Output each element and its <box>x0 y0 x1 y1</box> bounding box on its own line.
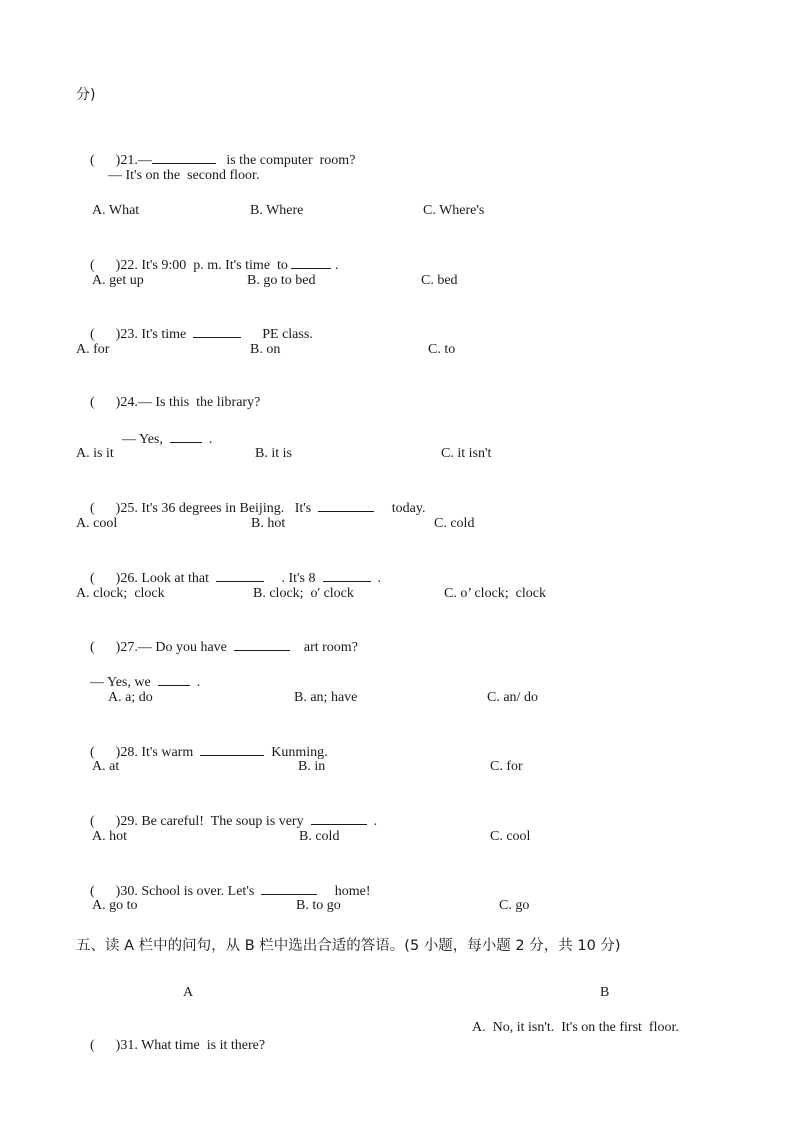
option-b: B. to go <box>296 898 341 913</box>
option-b: B. an; have <box>294 690 358 705</box>
question-end: . <box>370 571 382 586</box>
reply-text: — Yes, <box>122 432 170 447</box>
option-a: A. clock; clock <box>76 586 165 601</box>
option-a: A. get up <box>92 273 144 288</box>
reply-text: — Yes, we <box>90 675 158 690</box>
option-a: A. a; do <box>108 690 153 705</box>
option-c: C. cold <box>434 516 475 531</box>
option-b: B. on <box>250 342 281 357</box>
question-text: It's warm <box>137 745 201 760</box>
answer-blank[interactable] <box>200 742 264 756</box>
question-end: PE class. <box>241 327 313 342</box>
question-text: — Is this the library? <box>137 395 261 410</box>
answer-blank[interactable] <box>152 150 216 164</box>
question-number: ( )21. <box>90 153 138 168</box>
question-end: home! <box>317 884 371 899</box>
dash: — <box>137 153 152 168</box>
reply-end: . <box>201 432 213 447</box>
question-number: ( )27. <box>90 640 138 655</box>
option-a: A. hot <box>92 829 127 844</box>
question-number: ( )24. <box>90 395 138 410</box>
question-text: is the computer room? <box>215 153 356 168</box>
answer-blank[interactable] <box>234 637 290 651</box>
answer-blank[interactable] <box>170 429 202 443</box>
question-24-reply <box>108 411 212 467</box>
column-b-header: B <box>600 985 610 1000</box>
question-text: — Do you have <box>137 640 234 655</box>
question-number: ( )28. <box>90 745 138 760</box>
option-c: C. to <box>428 342 456 357</box>
option-a: A. cool <box>76 516 118 531</box>
question-number: ( )26. <box>90 571 138 586</box>
question-number: ( )29. <box>90 814 138 829</box>
option-c: C. bed <box>421 273 458 288</box>
option-b: B. hot <box>251 516 286 531</box>
answer-option-a: A. No, it isn't. It's on the first floor. <box>472 1020 679 1035</box>
answer-blank-1[interactable] <box>216 568 264 582</box>
option-c: C. o’ clock; clock <box>444 586 546 601</box>
option-c: C. cool <box>490 829 531 844</box>
question-number: ( )23. <box>90 327 138 342</box>
option-b: B. in <box>298 759 326 774</box>
question-number: ( )30. <box>90 884 138 899</box>
option-c: C. for <box>490 759 523 774</box>
option-c: C. go <box>499 898 530 913</box>
answer-blank[interactable] <box>311 811 367 825</box>
option-c: C. an/ do <box>487 690 538 705</box>
question-text: It's 9:00 p. m. It's time to <box>137 258 292 273</box>
option-c: C. it isn't <box>441 446 492 461</box>
answer-blank[interactable] <box>318 498 374 512</box>
option-c: C. Where's <box>423 203 485 218</box>
option-b: B. Where <box>250 203 304 218</box>
question-text: It's 36 degrees in Beijing. It's <box>137 501 319 516</box>
option-a: A. for <box>76 342 110 357</box>
question-21-reply: — It's on the second floor. <box>108 168 260 183</box>
option-a: A. What <box>92 203 140 218</box>
question-31 <box>76 1019 265 1073</box>
question-end: art room? <box>289 640 358 655</box>
question-end: . <box>366 814 378 829</box>
answer-blank[interactable] <box>158 672 190 686</box>
answer-blank[interactable] <box>193 324 241 338</box>
option-b: B. go to bed <box>247 273 316 288</box>
question-end: . <box>331 258 339 273</box>
option-b: B. clock; o' clock <box>253 586 354 601</box>
option-b: B. cold <box>299 829 340 844</box>
option-b: B. it is <box>255 446 292 461</box>
question-end: Kunming. <box>264 745 328 760</box>
answer-blank-2[interactable] <box>323 568 371 582</box>
answer-blank[interactable] <box>261 881 317 895</box>
question-mid: . It's 8 <box>263 571 323 586</box>
question-text: School is over. Let's <box>137 884 262 899</box>
question-text: Be careful! The soup is very <box>137 814 311 829</box>
option-a: A. is it <box>76 446 114 461</box>
answer-blank[interactable] <box>291 255 331 269</box>
question-number: ( )31. <box>90 1038 138 1053</box>
reply-end: . <box>189 675 201 690</box>
header-fragment: 分) <box>76 87 96 103</box>
question-number: ( )25. <box>90 501 138 516</box>
option-a: A. at <box>92 759 120 774</box>
question-end: today. <box>374 501 426 516</box>
question-text: What time is it there? <box>137 1038 266 1053</box>
question-text: Look at that <box>137 571 216 586</box>
section-5-title: 五、读 A 栏中的问句，从 B 栏中选出合适的答语。(5 小题，每小题 2 分，共 10 分) <box>76 938 621 954</box>
question-number: ( )22. <box>90 258 138 273</box>
question-text: It's time <box>137 327 194 342</box>
column-a-header: A <box>183 985 194 1000</box>
option-a: A. go to <box>92 898 138 913</box>
